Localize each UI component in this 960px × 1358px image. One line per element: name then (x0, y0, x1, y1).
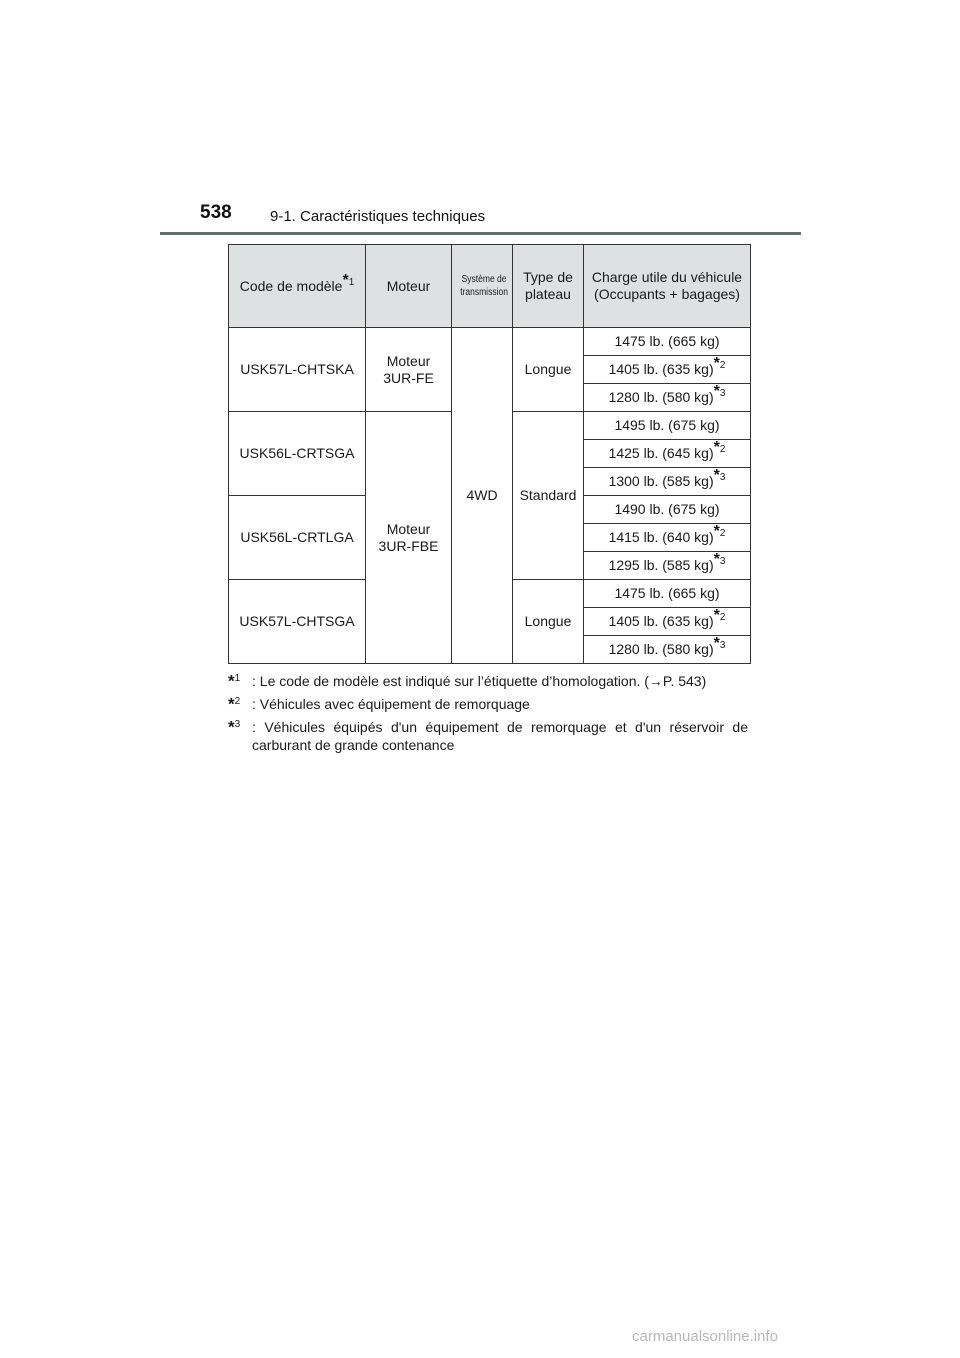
payload-cell: 1280 lb. (580 kg)$^{*3}$ (584, 384, 751, 412)
model-code-cell: USK57L-CHTSKA (229, 328, 366, 412)
model-code-cell: USK56L-CRTLGA (229, 496, 366, 580)
header-payload: Charge utile du véhicule (Occupants + bagages) (584, 245, 751, 328)
bed-type-cell: Longue (513, 328, 584, 412)
model-code-cell: USK57L-CHTSGA (229, 580, 366, 664)
header-model-code: Code de modèle$^{*1}$ (229, 245, 366, 328)
payload-cell: 1415 lb. (640 kg)$^{*2}$ (584, 524, 751, 552)
payload-cell: 1475 lb. (665 kg) (584, 328, 751, 356)
section-title: 9-1. Caractéristiques techniques (270, 208, 486, 225)
footnote-marker: *$^3$ (228, 717, 241, 737)
footnote-text: : Le code de modèle est indiqué sur l’étiquette d’homologation. (→P. 543) (252, 673, 707, 689)
payload-cell: 1300 lb. (585 kg)$^{*3}$ (584, 468, 751, 496)
payload-cell: 1280 lb. (580 kg)$^{*3}$ (584, 636, 751, 664)
bed-type-cell: Longue (513, 580, 584, 664)
engine-cell: Moteur 3UR-FE (366, 328, 452, 412)
header-engine: Moteur (366, 245, 452, 328)
footnote-text: : Véhicules avec équipement de remorquage (252, 696, 530, 712)
page-number: 538 (200, 202, 232, 223)
payload-cell: 1405 lb. (635 kg)$^{*2}$ (584, 356, 751, 384)
footnote-marker: *$^2$ (228, 694, 241, 714)
payload-cell: 1425 lb. (645 kg)$^{*2}$ (584, 440, 751, 468)
watermark: carmanualsonline.info (632, 1328, 778, 1345)
header-rule (160, 232, 801, 235)
payload-cell: 1405 lb. (635 kg)$^{*2}$ (584, 608, 751, 636)
model-code-cell: USK56L-CRTSGA (229, 412, 366, 496)
footnote-2 (228, 695, 748, 713)
bed-type-cell: Standard (513, 412, 584, 580)
payload-cell: 1295 lb. (585 kg)$^{*3}$ (584, 552, 751, 580)
footnote-text: : Véhicules équipés d'un équipement de remorquage et d'un réservoir de carburant de grande contenance (252, 719, 748, 753)
header-bed-type: Type de plateau (513, 245, 584, 328)
footnote-3 (228, 718, 748, 754)
table-header-row (229, 245, 751, 328)
payload-cell: 1475 lb. (665 kg) (584, 580, 751, 608)
footnotes (228, 672, 748, 759)
table-row (229, 328, 751, 356)
engine-cell: Moteur 3UR-FBE (366, 412, 452, 664)
drive-cell: 4WD (452, 328, 513, 664)
payload-table (228, 244, 751, 664)
payload-cell: 1490 lb. (675 kg) (584, 496, 751, 524)
header-transmission: Système de transmission (452, 245, 513, 328)
footnote-1 (228, 672, 748, 690)
footnote-marker: *$^1$ (228, 671, 241, 691)
payload-cell: 1495 lb. (675 kg) (584, 412, 751, 440)
